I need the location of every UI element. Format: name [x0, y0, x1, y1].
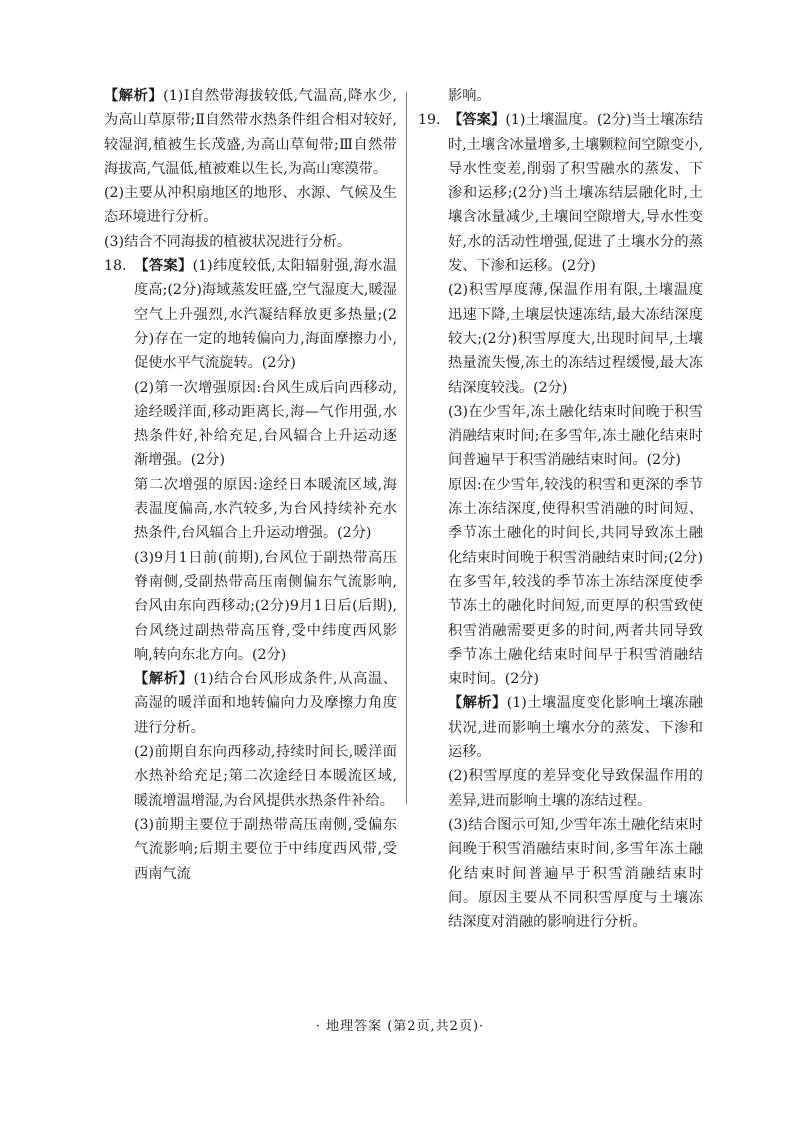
page-footer: · 地理答案 (第2页,共2页)·: [315, 1019, 485, 1034]
q18-analysis-1: 【解析】(1)结合台风形成条件,从高温、高湿的暖洋面和地转偏向力及摩擦力角度进行分析。: [134, 671, 397, 736]
right-column: [418, 84, 703, 934]
q19-analysis-3: (3)结合图示可知,少雪年冻土融化结束时间晚于积雪消融结束时间,多雪年冻土融化结束时间普遍早于积雪消融结束时间。原因主要从不同积雪厚度与土壤冻结深度对消融的影响进行分析。: [448, 816, 703, 931]
q17-analysis-2: (2)主要从冲积扇地区的地形、水源、气候及生态环境进行分析。: [104, 185, 397, 226]
question-19: [418, 108, 703, 934]
q18-answer-1: 18. 【答案】(1)纬度较低,太阳辐射强,海水温度高;(2分)海域蒸发旺盛,空气湿度大,暖湿空气上升强烈,水汽凝结释放更多热量;(2分)存在一定的地转偏向力,海面摩擦力小,促使水平气流旋转。(2分): [134, 254, 397, 375]
analysis-tag: 【解析】: [104, 88, 164, 104]
q18-analysis-3: (3)前期主要位于副热带高压南侧,受偏东气流影响;后期主要位于中纬度西风带,受西南气流: [134, 816, 397, 882]
column-divider: [406, 92, 407, 804]
analysis-tag: 【解析】: [448, 695, 507, 712]
question-number: 19.: [418, 112, 441, 129]
q19-answer-1: 19. 【答案】(1)土壤温度。(2分)当土壤冻结时,土壤含冰量增多,土壤颗粒间空隙变小,导水性变差,削弱了积雪融水的蒸发、下渗和运移;(2分)当土壤冻结层融化时,土壤含冰量减少,土壤间空隙增大,导水性变好,水的活动性增强,促进了土壤水分的蒸发、下渗和运移。(2分): [448, 108, 703, 278]
q19-answer-4: 原因:在少雪年,较浅的积雪和更深的季节冻土冻结深度,使得积雪消融的时间短、季节冻土融化的时间长,共同导致冻土融化结束时间晚于积雪消融结束时间;(2分)在多雪年,较浅的季节冻土冻结深度使季节冻土的融化时间短,而更厚的积雪致使积雪消融需要更多的时间,两者共同导致季节冻土融化结束时间早于积雪消融结束时间。(2分): [448, 476, 703, 688]
q18-analysis-2: (2)前期自东向西移动,持续时间长,暖洋面水热补给充足;第二次途经日本暖流区域,暖流增温增湿,为台风提供水热条件补给。: [134, 744, 397, 809]
analysis-tag: 【解析】: [134, 671, 194, 688]
q19-analysis-1: 【解析】(1)土壤温度变化影响土壤冻融状况,进而影响土壤水分的蒸发、下渗和运移。: [448, 695, 703, 761]
question-18: [104, 254, 397, 886]
q18-continuation: [418, 84, 703, 108]
q19-answer-2: (2)积雪厚度薄,保温作用有限,土壤温度迅速下降,土壤层快速冻结,最大冻结深度较大;(2分)积雪厚度大,出现时间早,土壤热量流失慢,冻土的冻结过程缓慢,最大冻结深度较浅。(2分): [448, 282, 703, 396]
question-number: 18.: [104, 258, 127, 275]
q17-analysis-1: 【解析】(1)Ⅰ自然带海拔较低,气温高,降水少,为高山草原带;Ⅱ自然带水热条件组合相对较好,较湿润,植被生长茂盛,为高山草甸带;Ⅲ自然带海拔高,气温低,植被难以生长,为高山寒漠带。: [104, 88, 397, 177]
answer-tag: 【答案】: [448, 112, 506, 129]
answer-tag: 【答案】: [134, 258, 193, 275]
q18-answer-4: (3)9月1日前(前期),台风位于副热带高压脊南侧,受副热带高压南侧偏东气流影响,台风由东向西移动;(2分)9月1日后(后期),台风绕过副热带高压脊,受中纬度西风影响,转向东北方向。(2分): [134, 549, 397, 663]
left-column: [104, 84, 397, 886]
q18-answer-2: (2)第一次增强原因:台风生成后向西移动,途经暖洋面,移动距离长,海—气作用强,水热条件好,补给充足,台风辐合上升运动逐渐增强。(2分): [134, 379, 397, 469]
q19-analysis-2: (2)积雪厚度的差异变化导致保温作用的差异,进而影响土壤的冻结过程。: [448, 768, 703, 809]
q17-analysis-3: (3)结合不同海拔的植被状况进行分析。: [104, 233, 352, 250]
q18-analysis-3-end: 影响。: [448, 88, 491, 104]
q19-answer-3: (3)在少雪年,冻土融化结束时间晚于积雪消融结束时间;在多雪年,冻土融化结束时间普遍早于积雪消融结束时间。(2分): [448, 403, 703, 469]
q18-answer-3: 第二次增强的原因:途经日本暖流区域,海表温度偏高,水汽较多,为台风持续补充水热条件,台风辐合上升运动增强。(2分): [134, 476, 397, 542]
